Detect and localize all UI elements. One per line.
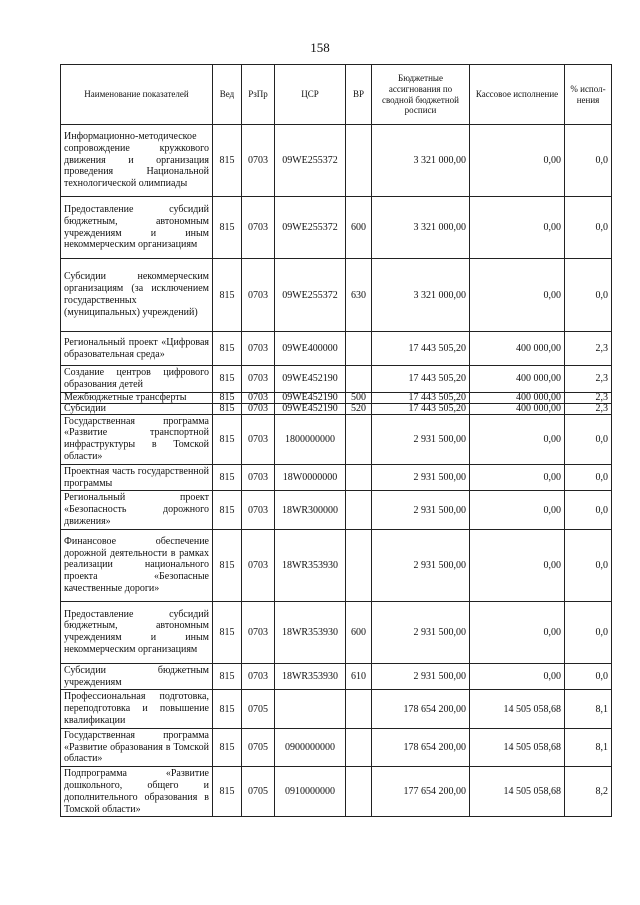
cell-cash: 0,00 [470, 491, 565, 529]
cell-budget: 178 654 200,00 [372, 690, 470, 728]
cell-ved: 815 [213, 690, 242, 728]
table-row [61, 259, 612, 332]
cell-cash: 0,00 [470, 197, 565, 259]
table-row [61, 366, 612, 393]
header-rzpr: РзПр [242, 65, 275, 125]
cell-rzpr: 0703 [242, 491, 275, 529]
cell-name: Информационно-методическое сопровождение кружкового движения и организация проведения Национальной технологической олимпиады [61, 125, 213, 197]
cell-csr: 18WR353930 [275, 601, 346, 663]
cell-csr: 09WE255372 [275, 259, 346, 332]
cell-csr: 0910000000 [275, 767, 346, 817]
cell-vr [346, 728, 372, 766]
cell-budget: 2 931 500,00 [372, 529, 470, 601]
table-row [61, 767, 612, 817]
cell-percent: 0,0 [565, 529, 612, 601]
table-row [61, 403, 612, 414]
cell-budget: 2 931 500,00 [372, 663, 470, 690]
cell-percent: 2,3 [565, 392, 612, 403]
cell-vr: 520 [346, 403, 372, 414]
cell-ved: 815 [213, 491, 242, 529]
header-ved: Вед [213, 65, 242, 125]
cell-csr: 18WR300000 [275, 491, 346, 529]
cell-budget: 17 443 505,20 [372, 392, 470, 403]
cell-budget: 17 443 505,20 [372, 403, 470, 414]
cell-rzpr: 0703 [242, 392, 275, 403]
cell-rzpr: 0705 [242, 767, 275, 817]
cell-vr [346, 366, 372, 393]
header-name: Наименование показателей [61, 65, 213, 125]
cell-ved: 815 [213, 728, 242, 766]
cell-rzpr: 0703 [242, 529, 275, 601]
cell-percent: 0,0 [565, 601, 612, 663]
cell-cash: 0,00 [470, 601, 565, 663]
cell-ved: 815 [213, 601, 242, 663]
cell-rzpr: 0703 [242, 601, 275, 663]
cell-csr: 18WR353930 [275, 529, 346, 601]
cell-percent: 0,0 [565, 125, 612, 197]
cell-name: Региональный проект «Безопасность дорожного движения» [61, 491, 213, 529]
cell-name: Региональный проект «Цифровая образовательная среда» [61, 332, 213, 366]
table-row [61, 529, 612, 601]
cell-budget: 17 443 505,20 [372, 332, 470, 366]
table-row [61, 125, 612, 197]
cell-name: Субсидии бюджетным учреждениям [61, 663, 213, 690]
cell-ved: 815 [213, 529, 242, 601]
cell-cash: 400 000,00 [470, 392, 565, 403]
cell-vr [346, 464, 372, 491]
cell-rzpr: 0705 [242, 728, 275, 766]
cell-rzpr: 0703 [242, 464, 275, 491]
cell-csr: 09WE452190 [275, 366, 346, 393]
cell-rzpr: 0705 [242, 690, 275, 728]
cell-rzpr: 0703 [242, 414, 275, 464]
cell-cash: 14 505 058,68 [470, 728, 565, 766]
cell-percent: 0,0 [565, 491, 612, 529]
cell-budget: 177 654 200,00 [372, 767, 470, 817]
table-row [61, 663, 612, 690]
cell-ved: 815 [213, 414, 242, 464]
cell-vr: 600 [346, 601, 372, 663]
cell-ved: 815 [213, 197, 242, 259]
cell-rzpr: 0703 [242, 259, 275, 332]
cell-percent: 8,2 [565, 767, 612, 817]
cell-budget: 178 654 200,00 [372, 728, 470, 766]
header-vr: ВР [346, 65, 372, 125]
cell-ved: 815 [213, 464, 242, 491]
header-csr: ЦСР [275, 65, 346, 125]
cell-budget: 2 931 500,00 [372, 601, 470, 663]
cell-vr [346, 414, 372, 464]
cell-name: Финансовое обеспечение дорожной деятельности в рамках реализации национального проекта «Безопасные качественные дороги» [61, 529, 213, 601]
table-header [61, 65, 612, 125]
budget-table [60, 64, 612, 817]
cell-name: Государственная программа «Развитие образования в Томской области» [61, 728, 213, 766]
table-row [61, 332, 612, 366]
cell-cash: 400 000,00 [470, 366, 565, 393]
cell-vr [346, 125, 372, 197]
cell-csr: 18WR353930 [275, 663, 346, 690]
cell-csr: 09WE255372 [275, 197, 346, 259]
cell-vr: 610 [346, 663, 372, 690]
cell-name: Создание центров цифрового образования детей [61, 366, 213, 393]
cell-name: Предоставление субсидий бюджетным, автономным учреждениям и иным некоммерческим организациям [61, 601, 213, 663]
cell-name: Государственная программа «Развитие транспортной инфраструктуры в Томской области» [61, 414, 213, 464]
cell-ved: 815 [213, 392, 242, 403]
cell-vr: 630 [346, 259, 372, 332]
cell-csr: 09WE255372 [275, 125, 346, 197]
cell-csr: 09WE452190 [275, 392, 346, 403]
cell-name: Проектная часть государственной программы [61, 464, 213, 491]
cell-vr [346, 491, 372, 529]
table-body [61, 125, 612, 817]
cell-cash: 14 505 058,68 [470, 767, 565, 817]
cell-ved: 815 [213, 663, 242, 690]
cell-csr: 09WE452190 [275, 403, 346, 414]
cell-vr [346, 332, 372, 366]
cell-cash: 0,00 [470, 663, 565, 690]
cell-percent: 0,0 [565, 414, 612, 464]
cell-budget: 2 931 500,00 [372, 464, 470, 491]
cell-name: Подпрограмма «Развитие дошкольного, общего и дополнительного образования в Томской области» [61, 767, 213, 817]
cell-budget: 3 321 000,00 [372, 259, 470, 332]
cell-name: Межбюджетные трансферты [61, 392, 213, 403]
cell-ved: 815 [213, 366, 242, 393]
table-row [61, 197, 612, 259]
cell-name: Субсидии [61, 403, 213, 414]
cell-rzpr: 0703 [242, 125, 275, 197]
cell-ved: 815 [213, 767, 242, 817]
cell-vr [346, 690, 372, 728]
cell-percent: 0,0 [565, 259, 612, 332]
cell-vr: 600 [346, 197, 372, 259]
cell-rzpr: 0703 [242, 197, 275, 259]
header-budget: Бюджетные ассигнования по сводной бюджетной росписи [372, 65, 470, 125]
cell-csr [275, 690, 346, 728]
cell-budget: 3 321 000,00 [372, 197, 470, 259]
cell-cash: 0,00 [470, 464, 565, 491]
cell-csr: 09WE400000 [275, 332, 346, 366]
cell-vr [346, 529, 372, 601]
cell-csr: 0900000000 [275, 728, 346, 766]
cell-budget: 2 931 500,00 [372, 491, 470, 529]
cell-rzpr: 0703 [242, 366, 275, 393]
cell-rzpr: 0703 [242, 332, 275, 366]
cell-rzpr: 0703 [242, 403, 275, 414]
cell-csr: 18W0000000 [275, 464, 346, 491]
cell-budget: 2 931 500,00 [372, 414, 470, 464]
table-row [61, 464, 612, 491]
cell-name: Предоставление субсидий бюджетным, автономным учреждениям и иным некоммерческим организациям [61, 197, 213, 259]
table-row [61, 392, 612, 403]
cell-vr: 500 [346, 392, 372, 403]
table-row [61, 414, 612, 464]
cell-cash: 0,00 [470, 259, 565, 332]
cell-percent: 2,3 [565, 403, 612, 414]
table-row [61, 728, 612, 766]
cell-ved: 815 [213, 259, 242, 332]
cell-ved: 815 [213, 125, 242, 197]
cell-vr [346, 767, 372, 817]
cell-name: Субсидии некоммерческим организациям (за исключением государственных (муниципальных) учреждений) [61, 259, 213, 332]
cell-percent: 0,0 [565, 663, 612, 690]
cell-percent: 2,3 [565, 366, 612, 393]
cell-percent: 8,1 [565, 728, 612, 766]
cell-cash: 400 000,00 [470, 332, 565, 366]
cell-name: Профессиональная подготовка, переподготовка и повышение квалификации [61, 690, 213, 728]
cell-budget: 3 321 000,00 [372, 125, 470, 197]
table-row [61, 690, 612, 728]
cell-ved: 815 [213, 403, 242, 414]
cell-percent: 0,0 [565, 197, 612, 259]
cell-cash: 0,00 [470, 125, 565, 197]
table-row [61, 601, 612, 663]
table-row [61, 491, 612, 529]
cell-csr: 1800000000 [275, 414, 346, 464]
cell-cash: 14 505 058,68 [470, 690, 565, 728]
header-cash: Кассовое исполнение [470, 65, 565, 125]
cell-budget: 17 443 505,20 [372, 366, 470, 393]
cell-percent: 8,1 [565, 690, 612, 728]
cell-rzpr: 0703 [242, 663, 275, 690]
cell-percent: 0,0 [565, 464, 612, 491]
header-percent: % испол-нения [565, 65, 612, 125]
cell-percent: 2,3 [565, 332, 612, 366]
cell-ved: 815 [213, 332, 242, 366]
page-number: 158 [310, 40, 330, 55]
cell-cash: 0,00 [470, 529, 565, 601]
cell-cash: 0,00 [470, 414, 565, 464]
cell-cash: 400 000,00 [470, 403, 565, 414]
